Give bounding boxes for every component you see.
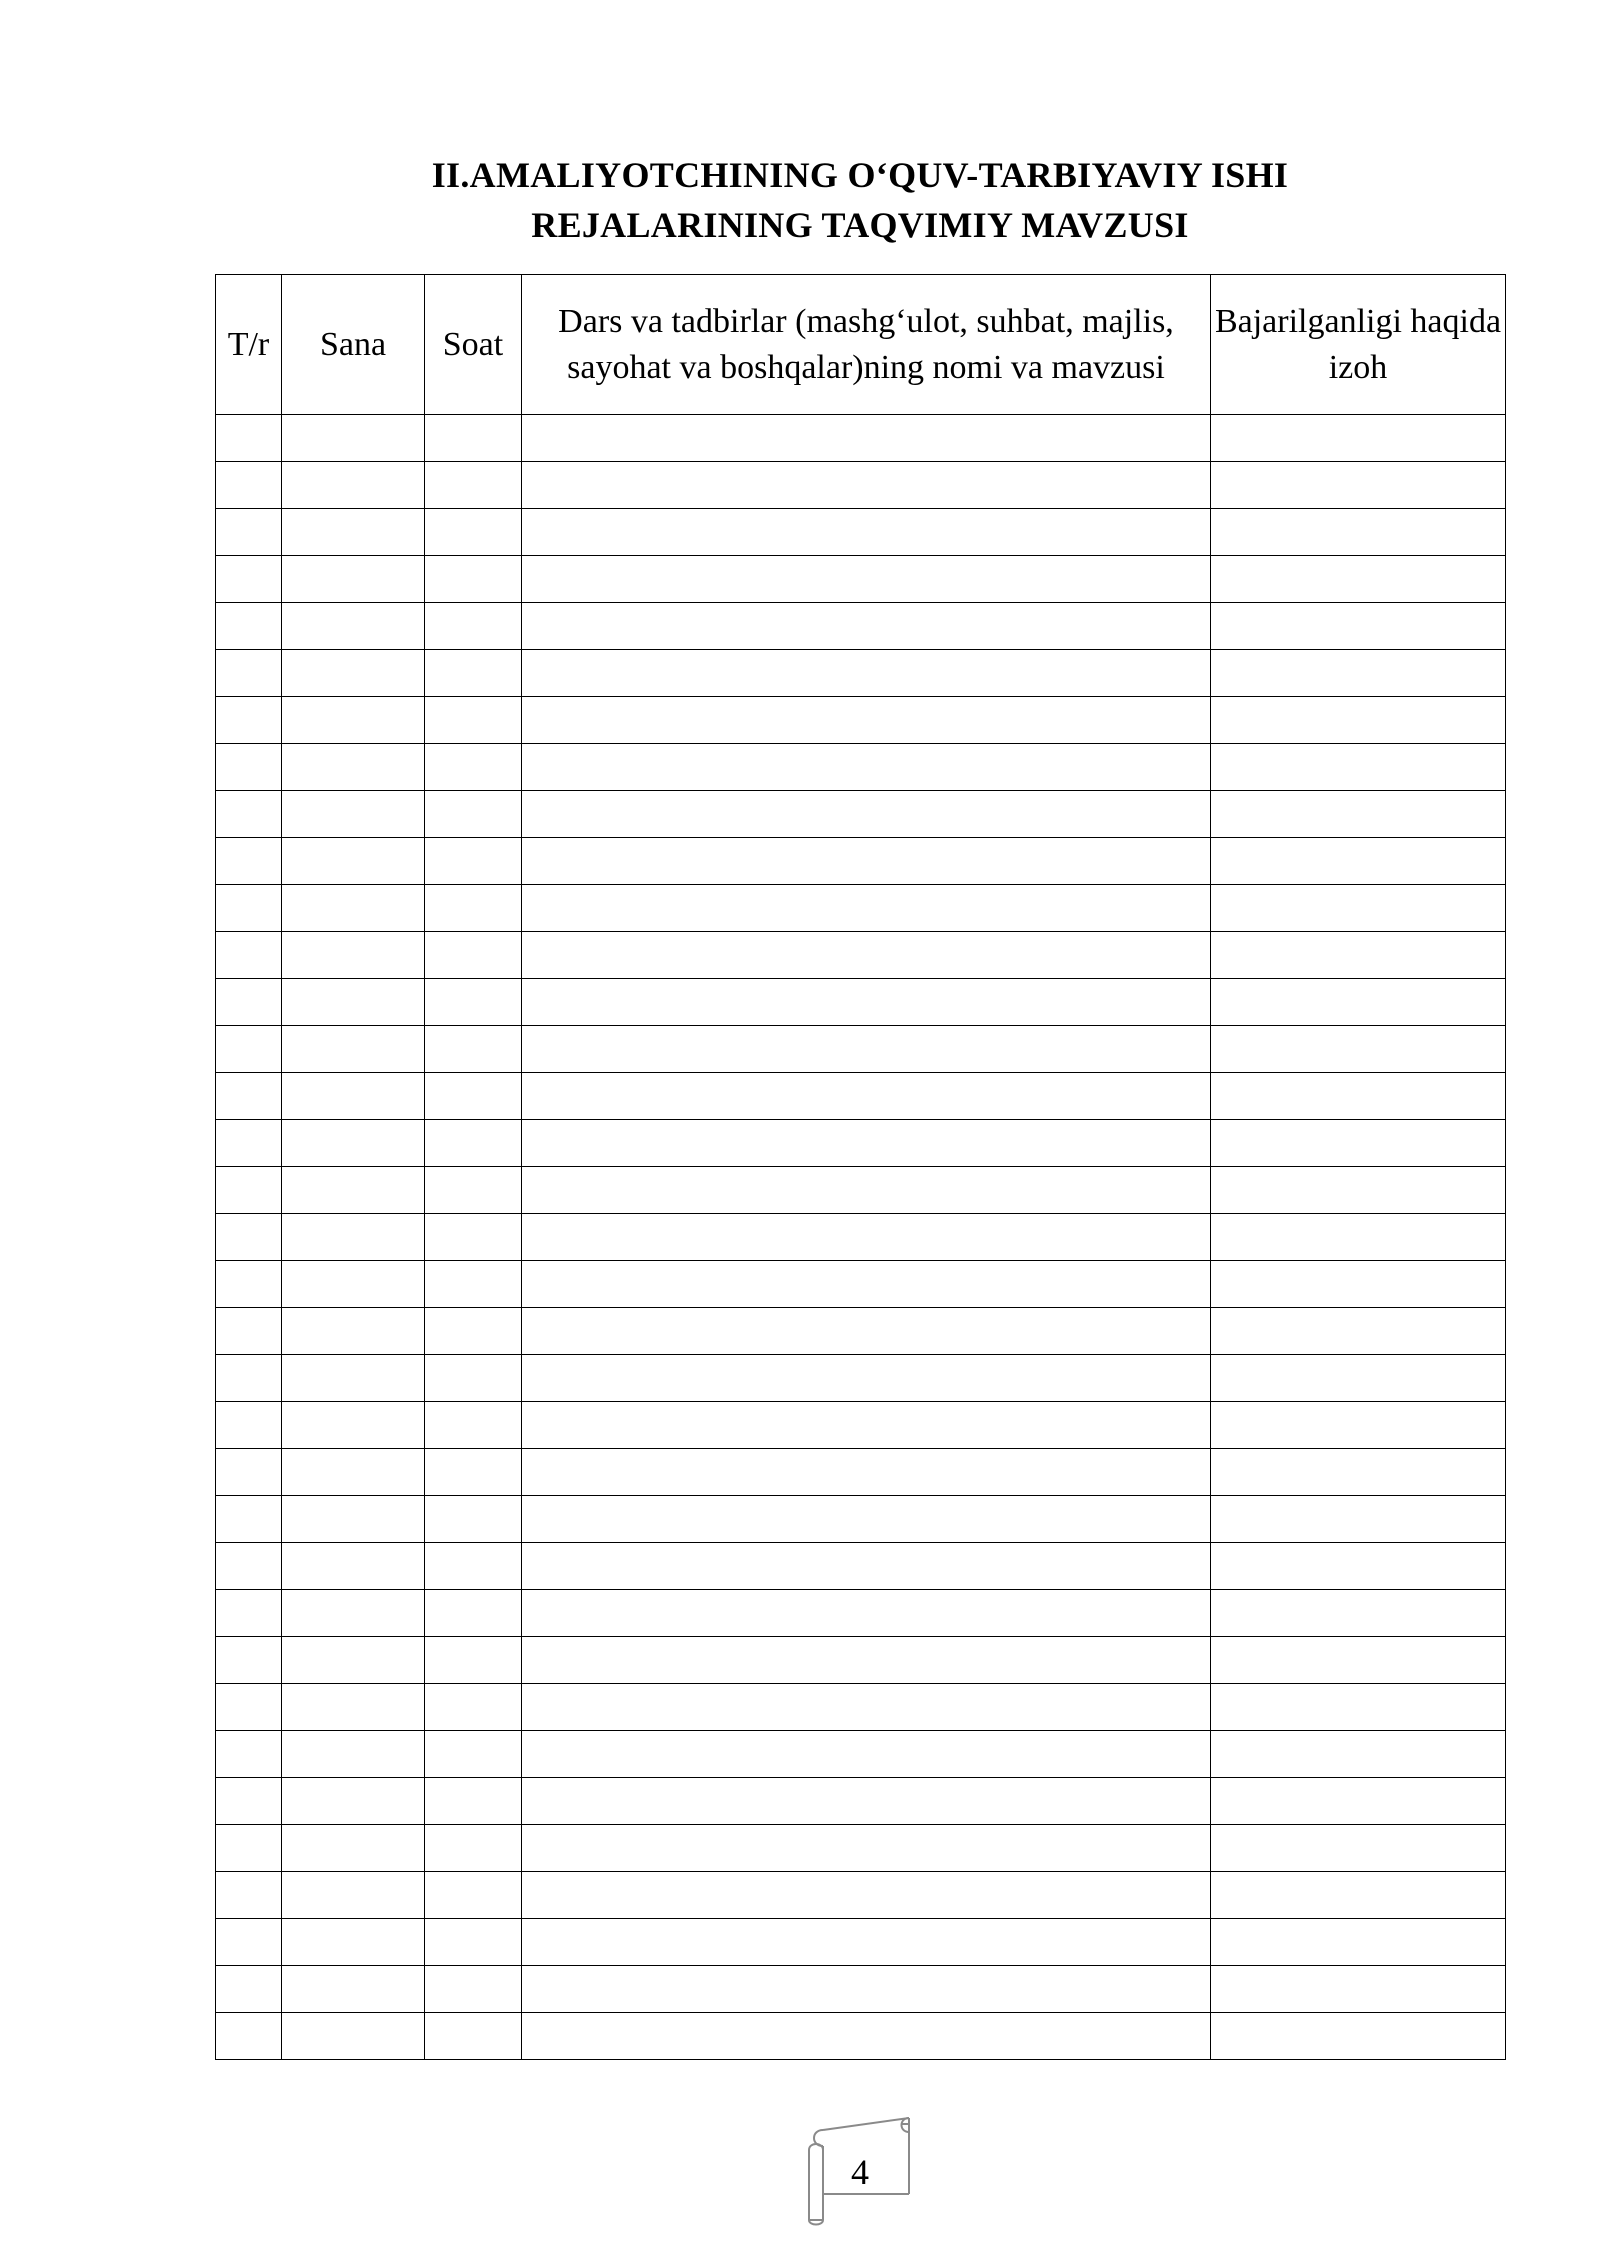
cell-date <box>282 1825 425 1872</box>
table-row <box>216 1402 1506 1449</box>
cell-hours <box>425 603 522 650</box>
header-completion-note: Bajarilganligi haqida izoh <box>1211 275 1506 415</box>
cell-date <box>282 1449 425 1496</box>
cell-number <box>216 1825 282 1872</box>
table-row <box>216 2013 1506 2060</box>
cell-activity-topic <box>522 603 1211 650</box>
table-row <box>216 1167 1506 1214</box>
cell-date <box>282 1167 425 1214</box>
cell-activity-topic <box>522 415 1211 462</box>
cell-completion-note <box>1211 1919 1506 1966</box>
table-row <box>216 932 1506 979</box>
cell-activity-topic <box>522 1449 1211 1496</box>
cell-completion-note <box>1211 509 1506 556</box>
table-row <box>216 1778 1506 1825</box>
table-row <box>216 462 1506 509</box>
cell-completion-note <box>1211 697 1506 744</box>
cell-date <box>282 603 425 650</box>
cell-completion-note <box>1211 1402 1506 1449</box>
cell-hours <box>425 1449 522 1496</box>
cell-date <box>282 791 425 838</box>
cell-hours <box>425 1543 522 1590</box>
cell-number <box>216 509 282 556</box>
cell-number <box>216 1872 282 1919</box>
cell-activity-topic <box>522 1966 1211 2013</box>
table-row <box>216 1355 1506 1402</box>
cell-hours <box>425 885 522 932</box>
table-row <box>216 509 1506 556</box>
cell-hours <box>425 1731 522 1778</box>
cell-activity-topic <box>522 509 1211 556</box>
cell-number <box>216 979 282 1026</box>
cell-number <box>216 1731 282 1778</box>
cell-hours <box>425 1167 522 1214</box>
cell-hours <box>425 791 522 838</box>
cell-date <box>282 1026 425 1073</box>
cell-number <box>216 1637 282 1684</box>
cell-hours <box>425 838 522 885</box>
cell-hours <box>425 697 522 744</box>
cell-activity-topic <box>522 979 1211 1026</box>
cell-date <box>282 1308 425 1355</box>
cell-number <box>216 1261 282 1308</box>
cell-completion-note <box>1211 415 1506 462</box>
table-row <box>216 603 1506 650</box>
title-line-1: II.AMALIYOTCHINING O‘QUV-TARBIYAVIY ISHI <box>431 155 1289 195</box>
cell-activity-topic <box>522 1355 1211 1402</box>
cell-number <box>216 1402 282 1449</box>
cell-activity-topic <box>522 932 1211 979</box>
cell-hours <box>425 509 522 556</box>
calendar-plan-table <box>215 274 1506 2060</box>
cell-hours <box>425 979 522 1026</box>
header-date: Sana <box>282 275 425 415</box>
cell-completion-note <box>1211 1825 1506 1872</box>
cell-completion-note <box>1211 1308 1506 1355</box>
table-row <box>216 697 1506 744</box>
cell-activity-topic <box>522 791 1211 838</box>
cell-number <box>216 415 282 462</box>
cell-completion-note <box>1211 1026 1506 1073</box>
cell-activity-topic <box>522 1120 1211 1167</box>
cell-hours <box>425 1355 522 1402</box>
cell-number <box>216 462 282 509</box>
cell-hours <box>425 1496 522 1543</box>
table-body <box>216 415 1506 2060</box>
cell-hours <box>425 1308 522 1355</box>
table-row <box>216 1543 1506 1590</box>
table-row <box>216 1825 1506 1872</box>
cell-completion-note <box>1211 1966 1506 2013</box>
cell-completion-note <box>1211 1261 1506 1308</box>
cell-date <box>282 1120 425 1167</box>
cell-number <box>216 650 282 697</box>
cell-completion-note <box>1211 1449 1506 1496</box>
cell-number <box>216 2013 282 2060</box>
cell-activity-topic <box>522 2013 1211 2060</box>
cell-completion-note <box>1211 1355 1506 1402</box>
cell-number <box>216 1684 282 1731</box>
cell-number <box>216 1120 282 1167</box>
cell-date <box>282 1496 425 1543</box>
table-header-row <box>216 275 1506 415</box>
cell-number <box>216 1496 282 1543</box>
cell-date <box>282 2013 425 2060</box>
cell-date <box>282 885 425 932</box>
cell-number <box>216 1073 282 1120</box>
cell-date <box>282 462 425 509</box>
cell-activity-topic <box>522 1825 1211 1872</box>
table-row <box>216 1496 1506 1543</box>
cell-date <box>282 1543 425 1590</box>
cell-hours <box>425 1073 522 1120</box>
cell-completion-note <box>1211 603 1506 650</box>
table-row <box>216 1261 1506 1308</box>
cell-activity-topic <box>522 1496 1211 1543</box>
cell-number <box>216 1919 282 1966</box>
cell-completion-note <box>1211 1214 1506 1261</box>
header-hours: Soat <box>425 275 522 415</box>
cell-number <box>216 1543 282 1590</box>
cell-completion-note <box>1211 2013 1506 2060</box>
cell-date <box>282 744 425 791</box>
cell-number <box>216 838 282 885</box>
cell-activity-topic <box>522 1261 1211 1308</box>
cell-number <box>216 1214 282 1261</box>
table-row <box>216 1637 1506 1684</box>
cell-number <box>216 1590 282 1637</box>
cell-number <box>216 932 282 979</box>
cell-date <box>282 932 425 979</box>
cell-hours <box>425 1637 522 1684</box>
cell-activity-topic <box>522 1073 1211 1120</box>
header-number: T/r <box>216 275 282 415</box>
table-row <box>216 1590 1506 1637</box>
cell-completion-note <box>1211 650 1506 697</box>
table-row <box>216 1308 1506 1355</box>
cell-hours <box>425 1261 522 1308</box>
cell-completion-note <box>1211 744 1506 791</box>
cell-hours <box>425 650 522 697</box>
cell-date <box>282 697 425 744</box>
cell-number <box>216 556 282 603</box>
table-row <box>216 1449 1506 1496</box>
table-row <box>216 1214 1506 1261</box>
table-row <box>216 556 1506 603</box>
cell-hours <box>425 1684 522 1731</box>
cell-activity-topic <box>522 885 1211 932</box>
cell-hours <box>425 932 522 979</box>
cell-hours <box>425 556 522 603</box>
cell-completion-note <box>1211 1590 1506 1637</box>
table-row <box>216 1026 1506 1073</box>
cell-activity-topic <box>522 838 1211 885</box>
cell-activity-topic <box>522 1308 1211 1355</box>
cell-hours <box>425 1214 522 1261</box>
cell-date <box>282 1214 425 1261</box>
cell-number <box>216 697 282 744</box>
table-row <box>216 838 1506 885</box>
cell-hours <box>425 1872 522 1919</box>
table-row <box>216 415 1506 462</box>
cell-activity-topic <box>522 1919 1211 1966</box>
table-row <box>216 1684 1506 1731</box>
cell-date <box>282 1355 425 1402</box>
cell-date <box>282 1073 425 1120</box>
cell-activity-topic <box>522 1543 1211 1590</box>
page-number: 4 <box>851 2152 869 2192</box>
cell-date <box>282 1402 425 1449</box>
table-row <box>216 979 1506 1026</box>
cell-completion-note <box>1211 1872 1506 1919</box>
cell-number <box>216 744 282 791</box>
cell-activity-topic <box>522 1590 1211 1637</box>
cell-hours <box>425 1120 522 1167</box>
table-row <box>216 1120 1506 1167</box>
table-row <box>216 885 1506 932</box>
cell-hours <box>425 1402 522 1449</box>
cell-number <box>216 603 282 650</box>
cell-date <box>282 509 425 556</box>
cell-hours <box>425 744 522 791</box>
table-row <box>216 650 1506 697</box>
cell-number <box>216 885 282 932</box>
cell-completion-note <box>1211 462 1506 509</box>
cell-completion-note <box>1211 1496 1506 1543</box>
cell-activity-topic <box>522 697 1211 744</box>
cell-date <box>282 1261 425 1308</box>
cell-completion-note <box>1211 932 1506 979</box>
cell-date <box>282 650 425 697</box>
cell-number <box>216 791 282 838</box>
cell-activity-topic <box>522 1214 1211 1261</box>
cell-completion-note <box>1211 979 1506 1026</box>
cell-activity-topic <box>522 1684 1211 1731</box>
cell-activity-topic <box>522 1778 1211 1825</box>
cell-hours <box>425 462 522 509</box>
cell-number <box>216 1167 282 1214</box>
cell-activity-topic <box>522 1872 1211 1919</box>
header-activity-topic: Dars va tadbirlar (mashg‘ulot, suhbat, majlis, sayohat va boshqalar)ning nomi va mavzusi <box>522 275 1211 415</box>
cell-date <box>282 415 425 462</box>
table-row <box>216 744 1506 791</box>
cell-date <box>282 838 425 885</box>
cell-completion-note <box>1211 1684 1506 1731</box>
cell-number <box>216 1026 282 1073</box>
cell-hours <box>425 2013 522 2060</box>
cell-completion-note <box>1211 1778 1506 1825</box>
cell-hours <box>425 1778 522 1825</box>
cell-date <box>282 1966 425 2013</box>
table-row <box>216 1073 1506 1120</box>
cell-date <box>282 1919 425 1966</box>
cell-hours <box>425 1919 522 1966</box>
cell-number <box>216 1966 282 2013</box>
cell-hours <box>425 1026 522 1073</box>
cell-activity-topic <box>522 462 1211 509</box>
cell-number <box>216 1778 282 1825</box>
cell-date <box>282 1590 425 1637</box>
table-row <box>216 1919 1506 1966</box>
table-row <box>216 1966 1506 2013</box>
cell-number <box>216 1308 282 1355</box>
cell-completion-note <box>1211 1120 1506 1167</box>
cell-completion-note <box>1211 556 1506 603</box>
cell-number <box>216 1449 282 1496</box>
cell-activity-topic <box>522 1026 1211 1073</box>
cell-activity-topic <box>522 1167 1211 1214</box>
cell-hours <box>425 1966 522 2013</box>
cell-completion-note <box>1211 838 1506 885</box>
page-title <box>215 150 1505 250</box>
cell-number <box>216 1355 282 1402</box>
cell-date <box>282 979 425 1026</box>
table-row <box>216 791 1506 838</box>
cell-date <box>282 1872 425 1919</box>
cell-activity-topic <box>522 1637 1211 1684</box>
cell-date <box>282 1778 425 1825</box>
cell-completion-note <box>1211 1731 1506 1778</box>
cell-hours <box>425 415 522 462</box>
table-row <box>216 1872 1506 1919</box>
cell-completion-note <box>1211 1543 1506 1590</box>
cell-hours <box>425 1825 522 1872</box>
cell-activity-topic <box>522 556 1211 603</box>
cell-completion-note <box>1211 791 1506 838</box>
cell-date <box>282 1684 425 1731</box>
cell-hours <box>425 1590 522 1637</box>
page-footer <box>795 2110 925 2230</box>
cell-completion-note <box>1211 1167 1506 1214</box>
cell-date <box>282 1731 425 1778</box>
cell-date <box>282 1637 425 1684</box>
cell-activity-topic <box>522 744 1211 791</box>
cell-date <box>282 556 425 603</box>
title-line-2: REJALARINING TAQVIMIY MAVZUSI <box>531 205 1189 245</box>
table-row <box>216 1731 1506 1778</box>
cell-activity-topic <box>522 1402 1211 1449</box>
cell-completion-note <box>1211 885 1506 932</box>
cell-activity-topic <box>522 1731 1211 1778</box>
cell-completion-note <box>1211 1073 1506 1120</box>
cell-completion-note <box>1211 1637 1506 1684</box>
cell-activity-topic <box>522 650 1211 697</box>
